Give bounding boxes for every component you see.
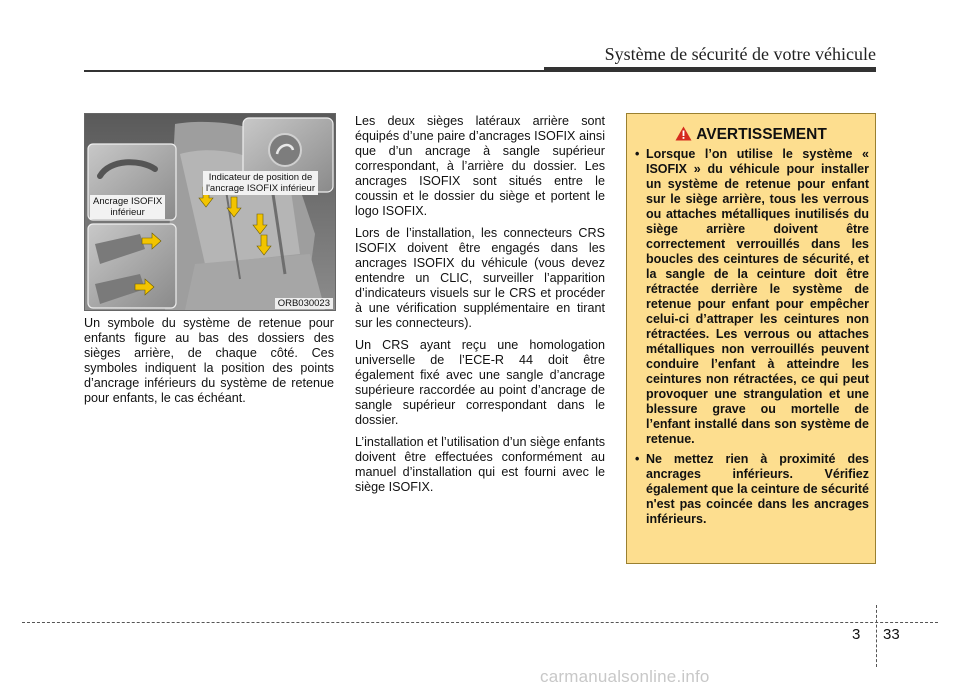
paragraph: Un CRS ayant reçu une homologation universelle de l’ECE-R 44 doit être également fixé avec une sangle d’ancrage supérieure raccordée au point d’ancrage de sangle supérieur correspondant dans le dossier. xyxy=(355,338,605,427)
header-rule-thick xyxy=(544,67,876,72)
warning-list xyxy=(635,147,869,532)
section-title: Système de sécurité de votre véhicule xyxy=(604,44,876,64)
left-column-text xyxy=(84,316,334,413)
paragraph: Les deux sièges latéraux arrière sont équipés d’une paire d’ancrages ISOFIX ainsi que d’un ancrage à sangle supérieur correspondant, à l’arrière du dossier. Les ancrages ISOFIX sont situés entre le coussin et le dossier du siège et portent le logo ISOFIX. xyxy=(355,114,605,218)
watermark: carmanualsonline.info xyxy=(540,667,710,686)
isofix-figure xyxy=(84,113,336,311)
paragraph: Lors de l’installation, les connecteurs CRS ISOFIX doivent être engagés dans les ancrages ISOFIX du véhicule (vous devez entendre un CLIC, surveiller l’apparition d’indicateurs visuels sur le CRS et procéder à une vérification supplémentaire en tirant sur les connecteurs). xyxy=(355,226,605,330)
warning-title xyxy=(627,126,875,144)
label-isofix-indicator-text: Indicateur de position de l'ancrage ISOFIX inférieur xyxy=(206,172,315,194)
figure-code: ORB030023 xyxy=(275,298,333,309)
warning-item: • Lorsque l’on utilise le système « ISOFIX » du véhicule pour installer un système de retenue pour enfant sur le siège arrière, tous les verrous ou attaches métalliques inutilisés du siège arrière doivent être correctement verrouillés dans les boucles des ceintures de sécurité, et la sangle de la ceinture doit être rétractée derrière le système de retenue pour enfant pour empêcher celui-ci d’attraper les ceintures non rétractées. Les verrous ou attaches métalliques non verrouillés peuvent conduire l’enfant à atteindre les ceintures non rétractées, ce qui peut provoquer une strangulation et une blessure grave ou mortelle de l’enfant installé dans son système de retenue. xyxy=(635,147,869,447)
label-isofix-anchor xyxy=(90,195,165,219)
middle-column-text xyxy=(355,114,605,502)
warning-item: • Ne mettez rien à proximité des ancrages inférieurs. Vérifiez également que la ceinture de sécurité n'est pas coincée dans les ancrages inférieurs. xyxy=(635,452,869,527)
page-number: 33 xyxy=(883,626,900,643)
label-isofix-anchor-text: Ancrage ISOFIX inférieur xyxy=(93,196,163,218)
paragraph: Un symbole du système de retenue pour enfants figure au bas des dossiers des sièges arrière, de chaque côté. Ces symboles indiquent la position des points d’ancrage inférieurs du système de retenue pour enfants, le cas échéant. xyxy=(84,316,334,405)
label-isofix-indicator xyxy=(203,171,318,195)
warning-triangle-icon xyxy=(675,126,692,141)
footer-rule xyxy=(22,622,938,623)
paragraph: L’installation et l’utilisation d’un siège enfants doivent être effectuées conformément au manuel d’installation qui est fourni avec le siège ISOFIX. xyxy=(355,435,605,494)
footer-divider xyxy=(876,605,877,667)
warning-title-text: AVERTISSEMENT xyxy=(696,126,827,143)
section-number: 3 xyxy=(852,626,861,643)
warning-box xyxy=(626,113,876,564)
header-rule xyxy=(84,70,544,72)
